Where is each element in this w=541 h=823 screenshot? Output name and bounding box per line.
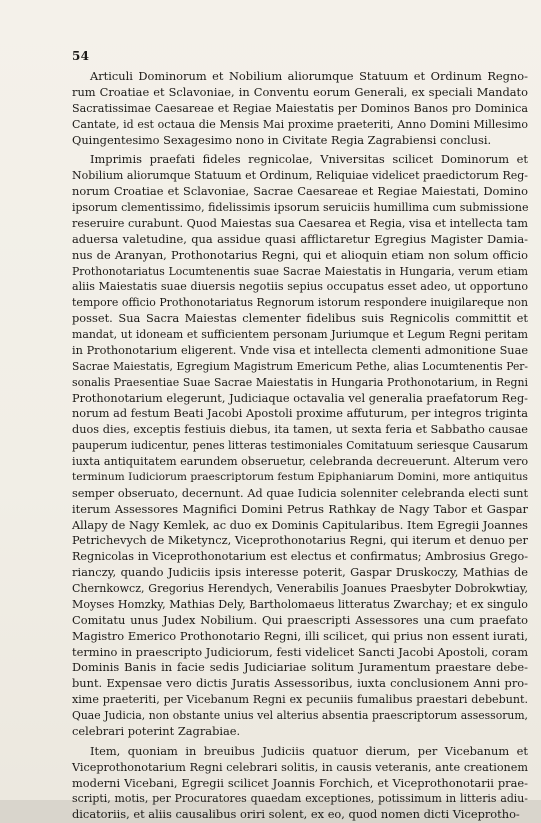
- text-line: Articuli Dominorum et Nobilium aliorumque Statuum et Ordinum Regno-: [90, 69, 528, 83]
- text-line: mandat, ut idoneam et sufficientem personam Juriumque et Legum Regni peritam: [72, 328, 528, 341]
- paragraph: [72, 69, 528, 148]
- text-line: posset. Sua Sacra Maiestas clementer fidelibus suis Regnicolis committit et: [72, 311, 528, 326]
- paragraph: [72, 152, 528, 739]
- text-line: Imprimis praefati fideles regnicolae, Vniversitas scilicet Dominorum et: [90, 152, 528, 167]
- page-number: 54: [72, 49, 90, 63]
- text-line: scripti, motis, per Procuratores quaedam exceptiones, potissimum in litteris adiu-: [72, 792, 528, 806]
- text-line: Sacrae Maiestatis, Egregium Magistrum Emericum Pethe, alias Locumtenentis Per-: [72, 359, 528, 373]
- text-line: Viceprothonotarium Regni celebrari solitis, in causis veteranis, ante creationem: [72, 760, 528, 774]
- text-line: Dominis Banis in facie sedis Judiciariae solitum Juramentum praestare debe-: [72, 660, 528, 675]
- text-line: bunt. Expensae vero dictis Juratis Assessoribus, iuxta conclusionem Anni pro-: [72, 676, 528, 691]
- text-line: moderni Vicebani, Egregii scilicet Joannis Forchich, et Viceprothonotarii prae-: [72, 775, 528, 790]
- text-line: Moyses Homzky, Mathias Dely, Bartholomaeus litteratus Zwarchay; et ex singulo: [72, 597, 528, 611]
- text-line: Prothonotariatus Locumtenentis suae Sacrae Maiestatis in Hungaria, verum etiam: [72, 264, 528, 278]
- text-line: norum Croatiae et Sclavoniae, Sacrae Caesareae et Regiae Maiestati, Domino: [72, 184, 528, 199]
- text-line: Regnicolas in Viceprothonotarium est electus et confirmatus; Ambrosius Grego-: [72, 550, 528, 564]
- text-line: termino in praescripto Judiciorum, festi videlicet Sancti Jacobi Apostoli, coram: [72, 644, 528, 659]
- text-line: dicatoriis, et aliis causalibus oriri solent, ex eo, quod nomen dicti Viceprotho-: [72, 807, 520, 822]
- text-line: duos dies, exceptis festiuis diebus, ita tamen, ut sexta feria et Sabbatho causae: [72, 423, 528, 437]
- text-line: sonalis Praesentiae Suae Sacrae Maiestatis in Hungaria Prothonotarium, in Regni: [72, 375, 528, 389]
- text-line: xime praeteriti, per Vicebanum Regni ex pecuniis fumalibus praestari debebunt.: [72, 693, 528, 707]
- text-line: rum Croatiae et Sclavoniae, in Conventu eorum Generali, ex speciali Mandato: [72, 84, 528, 99]
- text-line: Chernkowcz, Gregorius Herendych, Venerabilis Joanues Praesbyter Dobrokwtiay,: [72, 582, 528, 595]
- text-line: Magistro Emerico Prothonotario Regni, illi scilicet, qui prius non essent iurati,: [72, 628, 528, 643]
- text-line: tempore officio Prothonotariatus Regnorum istorum respondere inuigilareque non: [72, 296, 528, 310]
- text-line: Item, quoniam in breuibus Judiciis quatuor dierum, per Vicebanum et: [90, 743, 528, 758]
- text-line: in Prothonotarium eligerent. Vnde visa et intellecta clementi admonitione Suae: [72, 343, 528, 357]
- text-line: Quae Judicia, non obstante unius vel alterius absentia praescriptorum assessorum,: [72, 709, 528, 722]
- text-line: iterum Assessores Magnifici Domini Petrus Rathkay de Nagy Tabor et Gaspar: [72, 501, 528, 516]
- text-line: terminum Iudiciorum praescriptorum festum Epiphaniarum Domini, more antiquitus: [72, 470, 528, 483]
- text-line: ipsorum clementissimo, fidelissimis ipsorum seruiciis humillima cum submissione: [72, 201, 529, 214]
- text-line: Cantate, id est octaua die Mensis Mai proxime praeteriti, Anno Domini Millesimo: [72, 117, 528, 131]
- text-line: Quingentesimo Sexagesimo nono in Civitate Regia Zagrabiensi conclusi.: [72, 132, 492, 147]
- body-text: [72, 69, 528, 823]
- text-line: Prothonotarium elegerunt, Judiciaque octavalia vel generalia praefatorum Reg-: [72, 391, 528, 405]
- text-line: nus de Aranyan, Prothonotarius Regni, qui et alioquin etiam non solum officio: [72, 247, 528, 262]
- text-line: norum ad festum Beati Jacobi Apostoli proxime affuturum, per integros triginta: [72, 407, 528, 421]
- text-line: aliis Maiestatis suae diuersis negotiis sepius occupatus esset adeo, ut opportuno: [72, 280, 528, 294]
- text-line: rianczy, quando Judiciis ipsis interesse poterit, Gaspar Druskoczy, Mathias de: [72, 565, 528, 580]
- text-line: Nobilium aliorumque Statuum et Ordinum, Reliquiae videlicet praedictorum Reg-: [72, 169, 528, 183]
- text-line: Petrichevych de Miketyncz, Viceprothonotarius Regni, qui iterum et denuo per: [72, 533, 528, 548]
- text-line: reseruire curabunt. Quod Maiestas sua Caesarea et Regia, visa et intellecta tam: [72, 216, 528, 230]
- text-line: iuxta antiquitatem earundem obseruetur, celebranda decreuerunt. Alterum vero: [72, 455, 529, 468]
- text-line: pauperum iudicentur, penes litteras testimoniales Comitatuum seriesque Causarum: [72, 439, 528, 453]
- text-line: Allapy de Nagy Kemlek, ac duo ex Dominis Capitularibus. Item Egregii Joannes: [72, 518, 528, 532]
- text-line: aduersa valetudine, qua assidue quasi afflictaretur Egregius Magister Damia-: [72, 231, 528, 246]
- text-line: semper obseruato, decernunt. Ad quae Iudicia solenniter celebranda electi sunt: [72, 486, 528, 500]
- text-line: Comitatu unus Judex Nobilium. Qui praescripti Assessores una cum praefato: [72, 612, 528, 627]
- text-line: Sacratissimae Caesareae et Regiae Maiestatis per Dominos Banos pro Dominica: [72, 101, 528, 115]
- text-line: celebrari poterint Zagrabiae.: [72, 723, 241, 738]
- paragraph: [72, 744, 528, 823]
